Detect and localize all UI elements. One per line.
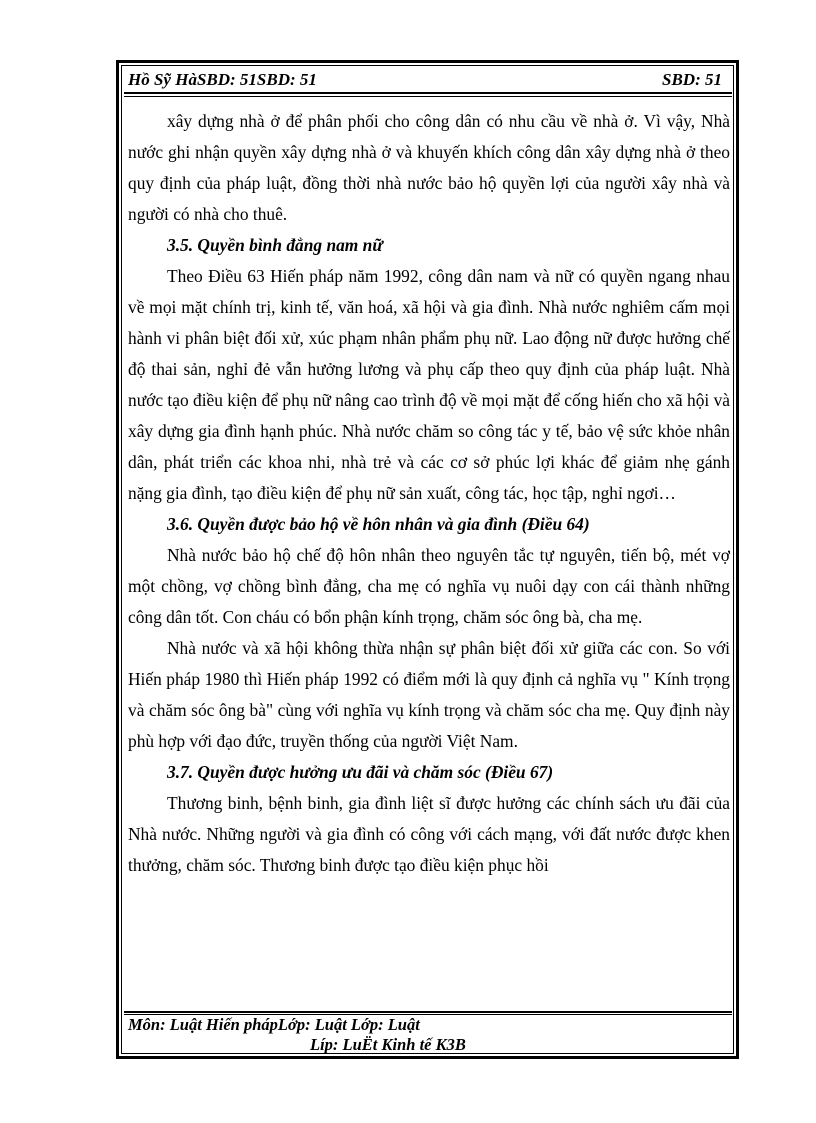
header-rule-thin (124, 96, 732, 97)
document-body (128, 106, 730, 881)
paragraph: Thương binh, bệnh binh, gia đình liệt sĩ được hưởng các chính sách ưu đãi của Nhà nước. Những người và gia đình có công với cách mạng, với đất nước được khen thưởng, chăm sóc. Thương binh được tạo điều kiện phục hồi (128, 793, 730, 875)
footer-rule (124, 1011, 732, 1013)
header-rule (124, 92, 732, 94)
paragraph: Theo Điều 63 Hiến pháp năm 1992, công dân nam và nữ có quyền ngang nhau về mọi mặt chính trị, kinh tế, văn hoá, xã hội và gia đình. Nhà nước nghiêm cấm mọi hành vi phân biệt đối xử, xúc phạm nhân phẩm phụ nữ. Lao động nữ được hưởng chế độ thai sản, nghỉ đẻ vẫn hưởng lương và phụ cấp theo quy định của pháp luật. Nhà nước tạo điều kiện để phụ nữ nâng cao trình độ về mọi mặt để cống hiến cho xã hội và xây dựng gia đình hạnh phúc. Nhà nước chăm so công tác y tế, bảo vệ sức khỏe nhân dân, phát triển các khoa nhi, nhà trẻ và các cơ sở phúc lợi khác để giảm nhẹ gánh nặng gia đình, tạo điều kiện để phụ nữ sản xuất, công tác, học tập, nghỉ ngơi… (128, 266, 730, 503)
header-sbd: SBD: 51 (662, 70, 722, 89)
paragraph: Nhà nước và xã hội không thừa nhận sự phân biệt đối xử giữa các con. So với Hiến pháp 1980 thì Hiến pháp 1992 có điểm mới là quy định cả nghĩa vụ " Kính trọng và chăm sóc ông bà" cùng với nghĩa vụ kính trọng và chăm sóc cha mẹ. Quy định này phù hợp với đạo đức, truyền thống của người Việt Nam. (128, 638, 730, 751)
page-header (128, 68, 730, 92)
paragraph: Nhà nước bảo hộ chế độ hôn nhân theo nguyên tắc tự nguyên, tiến bộ, mét vợ một chồng, vợ chồng bình đẳng, cha mẹ có nghĩa vụ nuôi dạy con cái thành những công dân tốt. Con cháu có bổn phận kính trọng, chăm sóc ông bà, cha mẹ. (128, 545, 730, 627)
paragraph: xây dựng nhà ở để phân phối cho công dân có nhu cầu về nhà ở. Vì vậy, Nhà nước ghi nhận quyền xây dựng nhà ở và khuyến khích công dân xây dựng nhà ở theo quy định của pháp luật, đồng thời nhà nước bảo hộ quyền lợi của người xây nhà và người có nhà cho thuê. (128, 111, 730, 224)
footer-subject: Môn: Luật Hiến phápLớp: Luật Lớp: Luật (128, 1015, 420, 1034)
section-heading: 3.5. Quyền bình đẳng nam nữ (167, 235, 383, 255)
section-heading: 3.6. Quyền được bảo hộ về hôn nhân và gia đình (Điều 64) (167, 514, 590, 534)
footer-class: Líp: LuËt Kinh tế K3B (310, 1035, 466, 1054)
header-author: Hồ Sỹ HàSBD: 51SBD: 51 (128, 70, 317, 89)
section-heading: 3.7. Quyền được hưởng ưu đãi và chăm sóc (Điều 67) (167, 762, 554, 782)
page-footer (128, 1014, 730, 1054)
